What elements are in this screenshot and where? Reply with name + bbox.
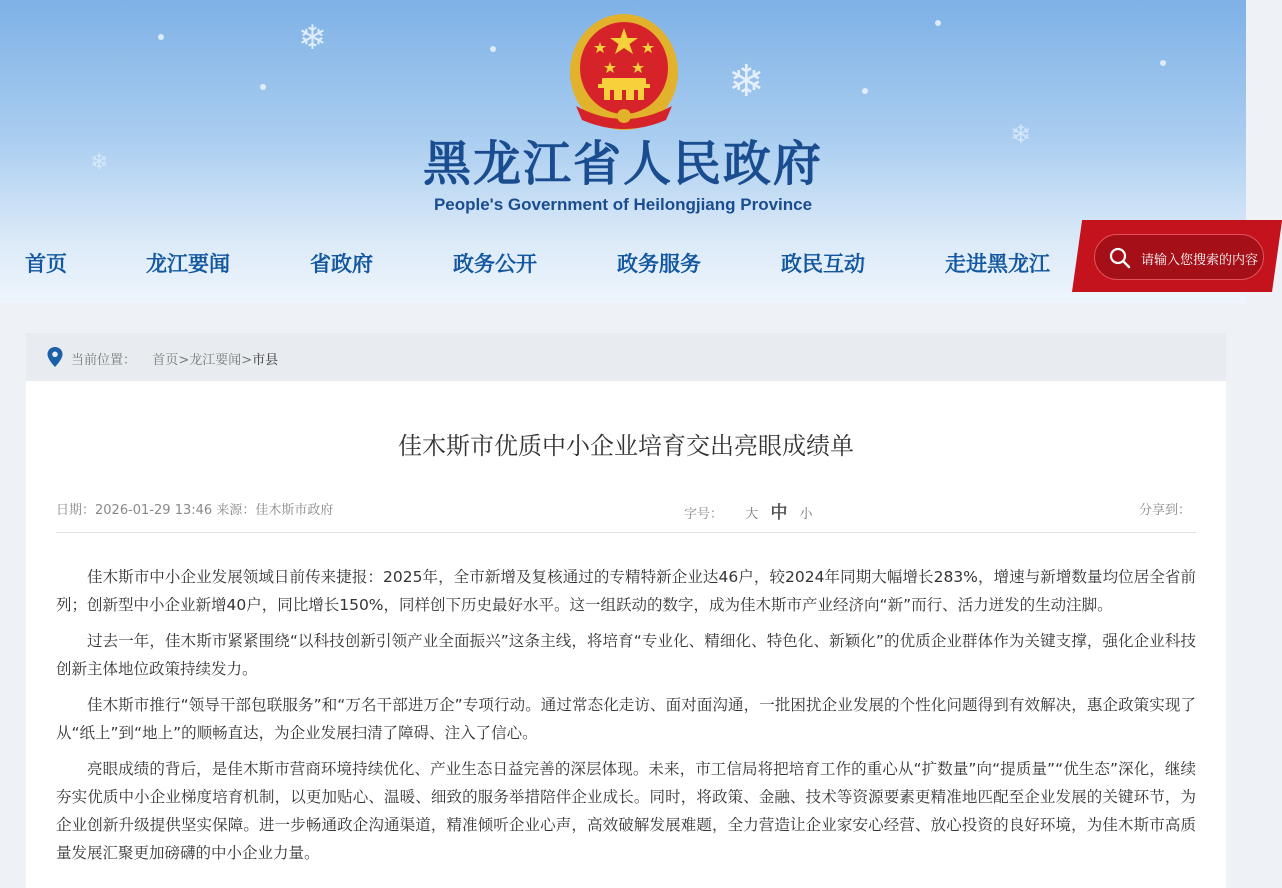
nav-item-services[interactable]: 政务服务 [617, 252, 701, 276]
breadcrumb-trail [71, 349, 278, 368]
snow-dot [862, 88, 868, 94]
breadcrumb-label: 当前位置： [71, 353, 137, 368]
share-label: 分享到： [1139, 503, 1192, 518]
site-subtitle: People's Government of Heilongjiang Province [433, 195, 813, 214]
article-title: 佳木斯市优质中小企业培育交出亮眼成绩单 [398, 432, 854, 460]
nav-item-government[interactable]: 省政府 [310, 252, 373, 276]
nav-item-about[interactable]: 走进黑龙江 [945, 252, 1050, 276]
snowflake-icon: ❄ [298, 18, 327, 58]
source-label: 来源： [216, 503, 256, 518]
nav-item-public-affairs[interactable]: 政务公开 [453, 252, 537, 276]
site-title: 黑龙江省人民政府 [422, 136, 823, 192]
divider [56, 532, 1196, 533]
snowflake-icon: ❄ [1010, 120, 1032, 150]
article-body [56, 563, 1196, 875]
snow-dot [1160, 60, 1166, 66]
nav-item-interaction[interactable]: 政民互动 [781, 252, 865, 276]
article-date: 2026-01-29 13:46 [95, 503, 213, 518]
article-meta [56, 499, 333, 518]
font-size-medium-button[interactable]: 中 [770, 503, 788, 523]
article-paragraph: 佳木斯市中小企业发展领域日前传来捷报：2025年，全市新增及复核通过的专精特新企业达46户，较2024年同期大幅增长283%，增速与新增数量均位居全省前列；创新型中小企业新增40户，同比增长150%，同样创下历史最好水平。这一组跃动的数字，成为佳木斯市产业经济向“新”而行、活力迸发的生动注脚。 [56, 568, 1196, 614]
article-paragraph: 亮眼成绩的背后，是佳木斯市营商环境持续优化、产业生态日益完善的深层体现。未来，市工信局将把培育工作的重心从“扩数量”向“提质量”“优生态”深化，继续夯实优质中小企业梯度培育机制，以更加贴心、温暖、细致的服务举措陪伴企业成长。同时，将政策、金融、技术等资源要素更精准地匹配至企业发展的关键环节，为企业创新升级提供坚实保障。进一步畅通政企沟通渠道，精准倾听企业心声，高效破解发展难题，全力营造让企业家安心经营、放心投资的良好环境，为佳木斯市高质量发展汇聚更加磅礴的中小企业力量。 [56, 760, 1196, 862]
font-size-control [684, 498, 817, 523]
font-size-small-button[interactable]: 小 [799, 507, 813, 522]
font-size-label: 字号： [684, 507, 724, 522]
location-pin-icon [47, 347, 63, 367]
snow-dot [935, 20, 941, 26]
site-header [0, 0, 1259, 303]
breadcrumb-link-news[interactable]: 龙江要闻 [189, 353, 242, 368]
article-paragraph: 佳木斯市推行“领导干部包联服务”和“万名干部进万企”专项行动。通过常态化走访、面对面沟通，一批困扰企业发展的个性化问题得到有效解决，惠企政策实现了从“纸上”到“地上”的顺畅直达，为企业发展扫清了障碍、注入了信心。 [56, 696, 1196, 742]
search-placeholder[interactable]: 请输入您搜索的内容 [1141, 253, 1259, 268]
snow-dot [158, 34, 164, 40]
date-label: 日期： [56, 503, 96, 518]
national-emblem-icon [566, 12, 682, 132]
font-size-large-button[interactable]: 大 [745, 507, 759, 522]
breadcrumb-separator: > [178, 353, 190, 368]
nav-item-news[interactable]: 龙江要闻 [146, 252, 230, 276]
article-source: 佳木斯市政府 [255, 503, 334, 518]
snowflake-icon: ❄ [728, 56, 765, 107]
breadcrumb-separator: > [241, 353, 253, 368]
nav-item-home[interactable]: 首页 [25, 252, 67, 276]
breadcrumb-link-home[interactable]: 首页 [152, 353, 179, 368]
snow-dot [260, 84, 266, 90]
article-paragraph: 过去一年，佳木斯市紧紧围绕“以科技创新引领产业全面振兴”这条主线，将培育“专业化、精细化、特色化、新颖化”的优质企业群体作为关键支撑，强化企业科技创新主体地位政策持续发力。 [56, 632, 1196, 678]
snow-dot [490, 46, 496, 52]
breadcrumb-link-city[interactable]: 市县 [252, 353, 279, 368]
search-icon[interactable] [1108, 246, 1132, 270]
snowflake-icon: ❄ [90, 150, 109, 175]
